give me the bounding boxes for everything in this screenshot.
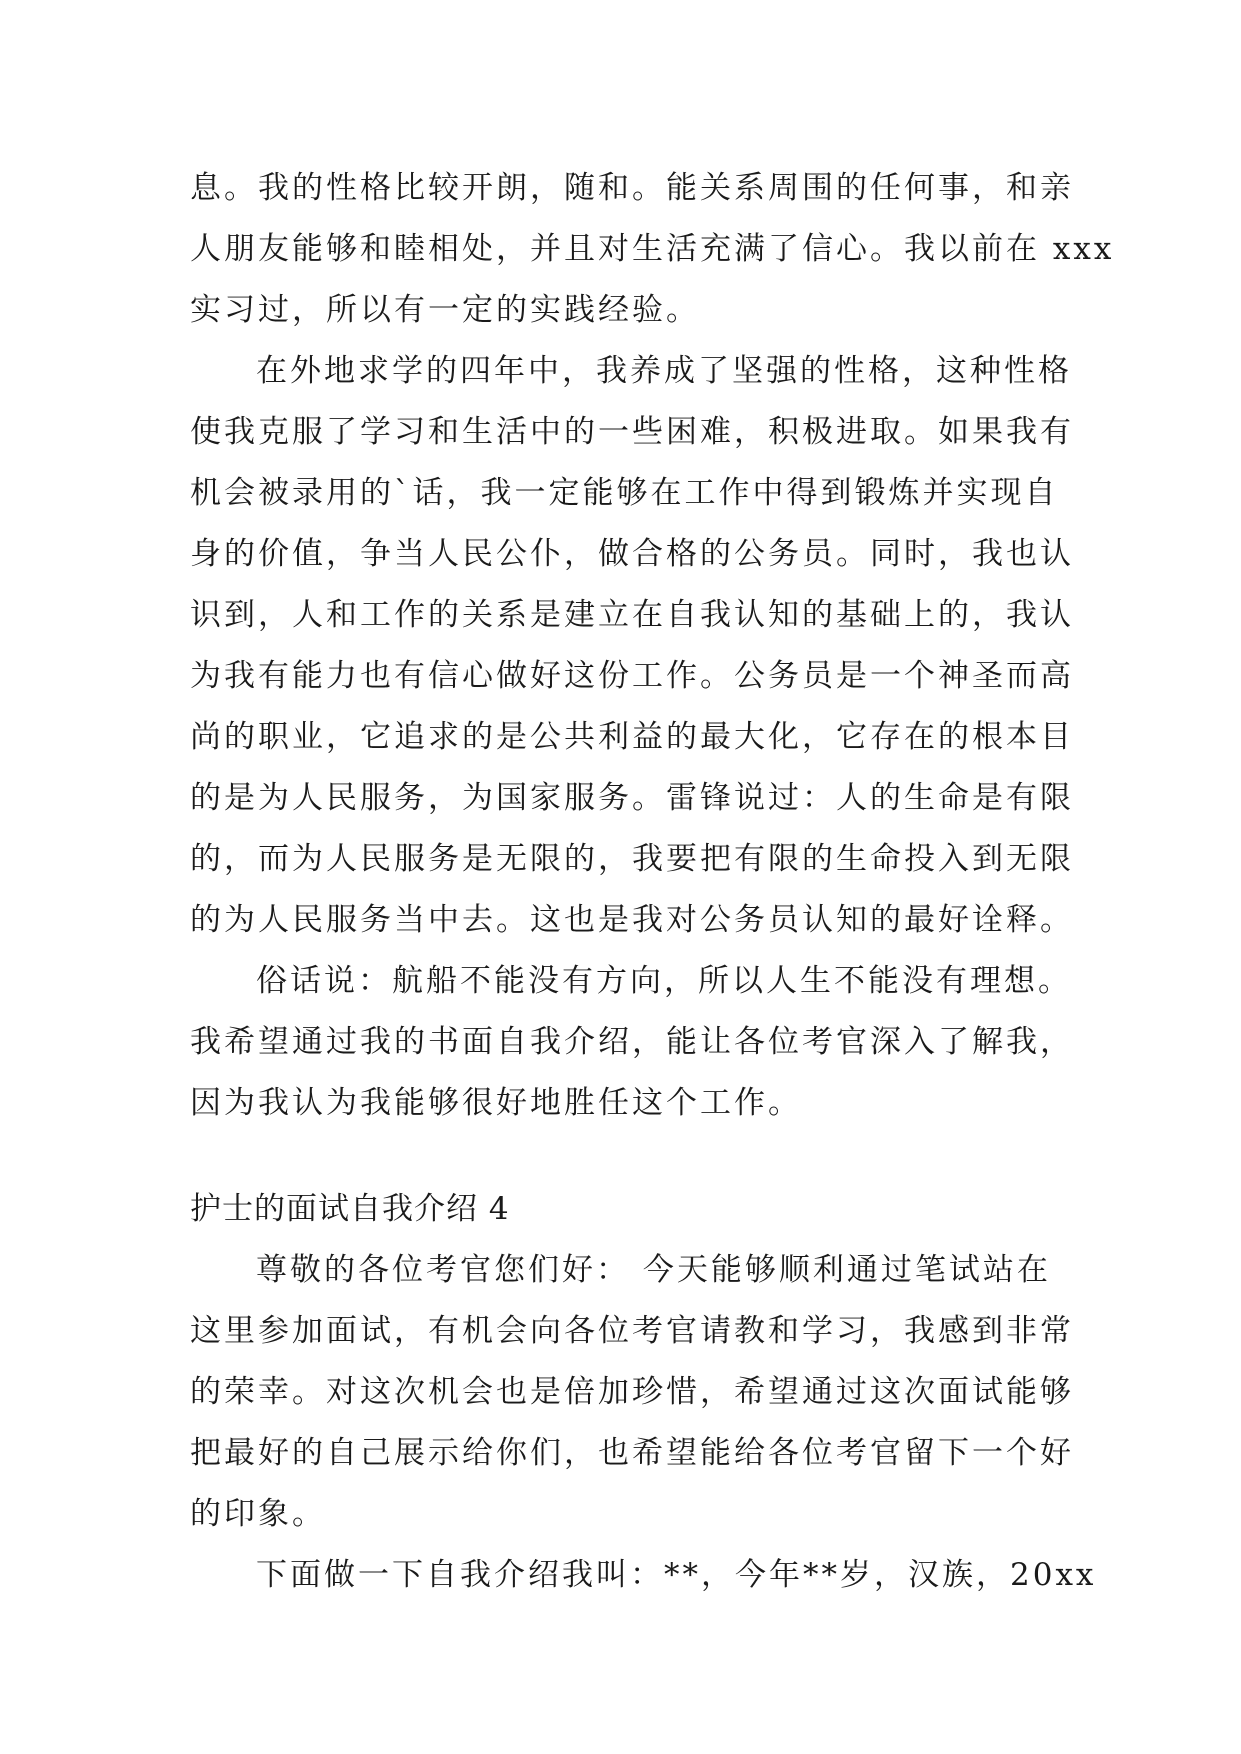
paragraph-line: 尊敬的各位考官您们好： 今天能够顺利通过笔试站在 [256,1252,1051,1288]
paragraph-line: 的荣幸。对这次机会也是倍加珍惜，希望通过这次面试能够 [190,1374,1074,1410]
paragraph-line: 人朋友能够和睦相处，并且对生活充满了信心。我以前在 xxx [190,231,1115,267]
paragraph-line: 息。我的性格比较开朗，随和。能关系周围的任何事，和亲 [190,170,1074,206]
paragraph-line: 机会被录用的`话，我一定能够在工作中得到锻炼并实现自 [190,475,1059,511]
paragraph-line: 识到，人和工作的关系是建立在自我认知的基础上的，我认 [190,597,1074,633]
paragraph-line: 的为人民服务当中去。这也是我对公务员认知的最好诠释。 [190,902,1074,938]
paragraph-line: 尚的职业，它追求的是公共利益的最大化，它存在的根本目 [190,719,1074,755]
paragraph-line: 我希望通过我的书面自我介绍，能让各位考官深入了解我， [190,1024,1074,1060]
paragraph-line: 因为我认为我能够很好地胜任这个工作。 [190,1085,802,1121]
paragraph-line: 实习过，所以有一定的实践经验。 [190,292,700,328]
paragraph-line: 的印象。 [190,1496,326,1532]
paragraph-line: 的是为人民服务，为国家服务。雷锋说过：人的生命是有限 [190,780,1074,816]
section-heading: 护士的面试自我介绍 4 [190,1191,510,1227]
paragraph-line: 俗话说：航船不能没有方向，所以人生不能没有理想。 [256,963,1072,999]
paragraph-line: 的，而为人民服务是无限的，我要把有限的生命投入到无限 [190,841,1074,877]
paragraph-line: 下面做一下自我介绍我叫：**，今年**岁，汉族，20xx [256,1557,1097,1593]
paragraph-line: 把最好的自己展示给你们，也希望能给各位考官留下一个好 [190,1435,1074,1471]
paragraph-line: 使我克服了学习和生活中的一些困难，积极进取。如果我有 [190,414,1074,450]
paragraph-line: 身的价值，争当人民公仆，做合格的公务员。同时，我也认 [190,536,1074,572]
paragraph-line: 为我有能力也有信心做好这份工作。公务员是一个神圣而高 [190,658,1074,694]
paragraph-line: 在外地求学的四年中，我养成了坚强的性格，这种性格 [256,353,1072,389]
paragraph-line: 这里参加面试，有机会向各位考官请教和学习，我感到非常 [190,1313,1074,1349]
